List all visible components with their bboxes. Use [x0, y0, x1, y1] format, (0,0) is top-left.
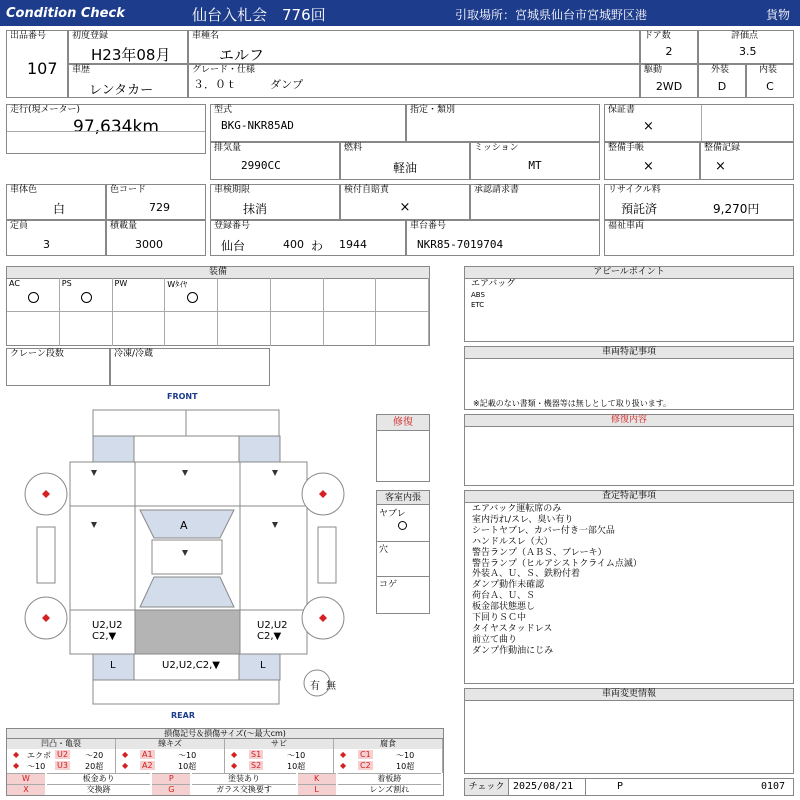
equipment-cell	[218, 278, 271, 312]
legend-key: P	[152, 773, 190, 784]
special-box: 車両特記事項 ※記載のない書類・機器等は無しとして取り扱います。	[464, 346, 794, 410]
mileage: 97,634km	[73, 117, 159, 137]
legend-group-name: サビ	[225, 739, 333, 749]
legend-size: 20超	[85, 762, 104, 771]
legend-key: W	[7, 773, 45, 784]
chassis-cell: 車台番号 NKR85-7019704	[406, 220, 600, 256]
legend-desc: 板金あり	[47, 773, 150, 784]
history-cell: 車歴 レンタカー	[68, 64, 188, 98]
equipment-cell	[218, 312, 271, 346]
legend-key: K	[298, 773, 336, 784]
plate-cell: 登録番号 仙台 400 わ 1944	[210, 220, 406, 256]
grade-cell: グレード・仕様 ３．０ｔ ダンプ	[188, 64, 640, 98]
inspector-item: 荷台Ａ、Ｕ、Ｓ	[472, 591, 536, 602]
score: 3.5	[739, 45, 757, 58]
appeal-item: ABS	[471, 291, 485, 299]
inspector-item: 板金部状態悪し	[472, 602, 536, 613]
first-reg: H23年08月	[91, 46, 171, 64]
drive-cell: 駆動 2WD	[640, 64, 698, 98]
legend-diamond: ◆	[122, 750, 129, 759]
l-left: L	[110, 660, 116, 671]
legend-size: 10超	[178, 762, 197, 771]
equipment-cell	[271, 312, 324, 346]
inspector-item: 警告ランプ（ヒルアシストクライム点滅）	[472, 558, 642, 569]
equipment-mark	[28, 292, 39, 303]
legend-code: U2	[57, 750, 68, 759]
fuel-cell: 燃料 軽油	[340, 142, 470, 180]
l-right: L	[260, 660, 266, 671]
lot-cell: 出品番号 107	[6, 30, 68, 98]
first-reg-cell: 初度登録 H23年08月	[68, 30, 188, 64]
equipment-title: 装備	[7, 267, 429, 279]
legend-group-name: 凹凸・亀裂	[7, 739, 115, 749]
displacement-cell: 排気量 2990CC	[210, 142, 340, 180]
legend-desc: レンズ割れ	[338, 784, 441, 795]
legend-diamond: ◆	[340, 761, 347, 770]
inspector-item: 警告ランプ（ＡＢＳ、ブレーキ）	[472, 547, 607, 558]
inspector-item: ハンドルスレ（大）	[472, 536, 553, 547]
equipment-cell	[324, 278, 377, 312]
equipment-table	[6, 266, 430, 346]
legend-group	[334, 739, 443, 773]
legend-diamond: ◆	[13, 761, 20, 770]
inspector-item: 前立て曲り	[472, 634, 518, 645]
model-name-cell: 車種名 エルフ	[188, 30, 640, 64]
inspection-cell: 車検期限 抹消	[210, 184, 340, 220]
repair-box: 修復	[376, 414, 430, 482]
inspector-box: 査定特記事項 エアバック運転席のみ 室内汚れ/スレ、臭い有り シートヤブレ、カバー付き一部欠品 ハンドルスレ（大） 警告ランプ（ＡＢＳ、ブレーキ） 警告ランプ（ヒルアシストクライム点滅） 外装Ａ、Ｕ、Ｓ、鉄粉付着 ダンプ動作未確認 荷台Ａ、Ｕ、Ｓ 板金部状態悪し 下回りＳＣ中 タイヤスタッドレス 前立て曲り ダンプ作動油にじみ	[464, 490, 794, 684]
equipment-cell	[60, 278, 113, 312]
legend-group-name: 腐食	[334, 739, 442, 749]
type-cell: 型式 BKG-NKR85AD	[210, 104, 406, 142]
equipment-mark	[187, 292, 198, 303]
legend-code: C1	[360, 750, 371, 759]
legend-code: A1	[142, 750, 153, 759]
appeal-box: アピールポイント エアバッグ ABS ETC	[464, 266, 794, 342]
equipment-cell	[376, 312, 429, 346]
inspector-item: タイヤスタッドレス	[472, 623, 553, 634]
mark-a: A	[180, 519, 188, 532]
rear-center-mark: U2,U2,C2,▼	[162, 660, 220, 671]
legend-diamond: ◆	[340, 750, 347, 759]
freeze-cell: 冷凍/冷蔵	[110, 348, 270, 386]
score-cell: 評価点 3.5	[698, 30, 794, 64]
equipment-cell	[113, 312, 166, 346]
rear-label: REAR	[171, 711, 195, 720]
legend-key: G	[152, 784, 190, 795]
legend-key: L	[298, 784, 336, 795]
manual-cell: 整備手帳 ×	[604, 142, 700, 180]
mission-cell: ミッション MT	[470, 142, 600, 180]
inspector-item: ダンプ動作未確認	[472, 580, 545, 591]
model-name: エルフ	[219, 46, 265, 64]
appeal-item: ETC	[471, 301, 485, 309]
legend-group	[7, 739, 116, 773]
legend-size: 〜10	[396, 751, 415, 760]
legend-diamond: ◆	[231, 750, 238, 759]
equipment-cell	[376, 278, 429, 312]
legend-code: U3	[57, 761, 68, 770]
legend-text: エクボ	[27, 751, 51, 760]
designation-cell: 指定・類別	[406, 104, 600, 142]
inspector-item: シートヤブレ、カバー付き一部欠品	[472, 525, 615, 536]
yabure-mark	[398, 521, 407, 530]
legend-code: S1	[251, 750, 262, 759]
mileage-cell: 走行(現メーター) 97,634km	[6, 104, 206, 154]
legend-text: 〜10	[27, 762, 46, 771]
tax-cell: 検付自賠責 ×	[340, 184, 470, 220]
legend: 損傷記号＆損傷サイズ(〜最大cm) 凹凸・亀裂 ◆ エクボ U2 〜20 ◆ 〜10 U3 20超 線キズ ◆ A1 〜10 ◆ A2 10超 サビ ◆ S1 〜10 ◆ S2 10超 腐食 ◆ C1 〜10 ◆ C2 10超 W 板金あり P 塗装あり K 着板跡 X 交換跡 G ガラス交換要す L レンズ割れ	[6, 728, 444, 796]
legend-size: 〜20	[85, 751, 104, 760]
legend-desc: ガラス交換要す	[192, 784, 295, 795]
doors-cell: ドア数 2	[640, 30, 698, 64]
legend-size: 〜10	[178, 751, 197, 760]
legend-code: C2	[360, 761, 371, 770]
exterior-cell: 外装 D	[698, 64, 746, 98]
lot-number: 107	[27, 59, 58, 78]
approval-cell: 承認請求書	[470, 184, 600, 220]
color-code-cell: 色コード 729	[106, 184, 206, 220]
equipment-cell	[165, 312, 218, 346]
repair-content-box: 修復内容	[464, 414, 794, 486]
header-title: 仙台入札会 776回	[192, 6, 326, 24]
legend-diamond: ◆	[122, 761, 129, 770]
legend-key: X	[7, 784, 45, 795]
equipment-label: AC	[9, 279, 20, 288]
inspector-item: 室内汚れ/スレ、臭い有り	[472, 514, 574, 525]
equipment-label: PS	[61, 279, 72, 288]
recycle-cell: リサイクル料 預託済 9,270円	[604, 184, 794, 220]
legend-diamond: ◆	[231, 761, 238, 770]
equipment-cell	[324, 312, 377, 346]
equipment-label: PW	[114, 279, 128, 288]
interior-cell: 内装 C	[746, 64, 794, 98]
legend-code: A2	[142, 761, 153, 770]
legend-desc: 塗装あり	[192, 773, 295, 784]
capacity-cell: 定員 3	[6, 220, 106, 256]
equipment-label: Wﾀｲﾔ	[167, 280, 188, 289]
color-cell: 車体色 白	[6, 184, 106, 220]
legend-size: 10超	[287, 762, 306, 771]
load-cell: 積載量 3000	[106, 220, 206, 256]
welfare-cell: 福祉車両	[604, 220, 794, 256]
equipment-cell	[7, 312, 60, 346]
legend-size: 10超	[396, 762, 415, 771]
spare-no: 無	[326, 681, 336, 692]
header-category: 貨物	[766, 8, 791, 22]
inspector-item: 下回りＳＣ中	[472, 613, 527, 624]
legend-group	[116, 739, 225, 773]
header-bar	[0, 0, 800, 26]
legend-desc: 交換跡	[47, 784, 150, 795]
check-row: チェック 2025/08/21 P 0107	[464, 778, 794, 796]
equipment-cell	[60, 312, 113, 346]
legend-size: 〜10	[287, 751, 306, 760]
appeal-item: エアバッグ	[471, 279, 516, 289]
equipment-mark	[81, 292, 92, 303]
left-damage-mark: U2,U2 C2,▼	[92, 620, 123, 642]
header-left: Condition Check	[6, 6, 125, 21]
equipment-cell	[271, 278, 324, 312]
legend-code: S2	[251, 761, 262, 770]
cabin-box: 客室内張 ヤブレ 穴 コゲ	[376, 490, 430, 614]
inspector-item: エアバック運転席のみ	[472, 504, 562, 514]
right-damage-mark: U2,U2 C2,▼	[257, 620, 288, 642]
equipment-cell	[7, 278, 60, 312]
header-location: 引取場所：宮城県仙台市宮城野区港	[455, 8, 648, 22]
legend-desc: 着板跡	[338, 773, 441, 784]
warranty-cell: 保証書 ×	[604, 104, 794, 142]
spare-yes: 有	[310, 681, 320, 692]
inspector-item: ダンプ作動油にじみ	[472, 645, 554, 656]
change-box: 車両変更情報	[464, 688, 794, 774]
equipment-cell	[113, 278, 166, 312]
legend-diamond: ◆	[13, 750, 20, 759]
inspector-item: 外装Ａ、Ｕ、Ｓ、鉄粉付着	[472, 569, 581, 580]
legend-group-name: 線キズ	[116, 739, 224, 749]
crane-cell: クレーン段数	[6, 348, 110, 386]
record-cell: 整備記録 ×	[700, 142, 794, 180]
front-label: FRONT	[167, 392, 198, 401]
legend-group	[225, 739, 334, 773]
equipment-cell	[165, 278, 218, 312]
